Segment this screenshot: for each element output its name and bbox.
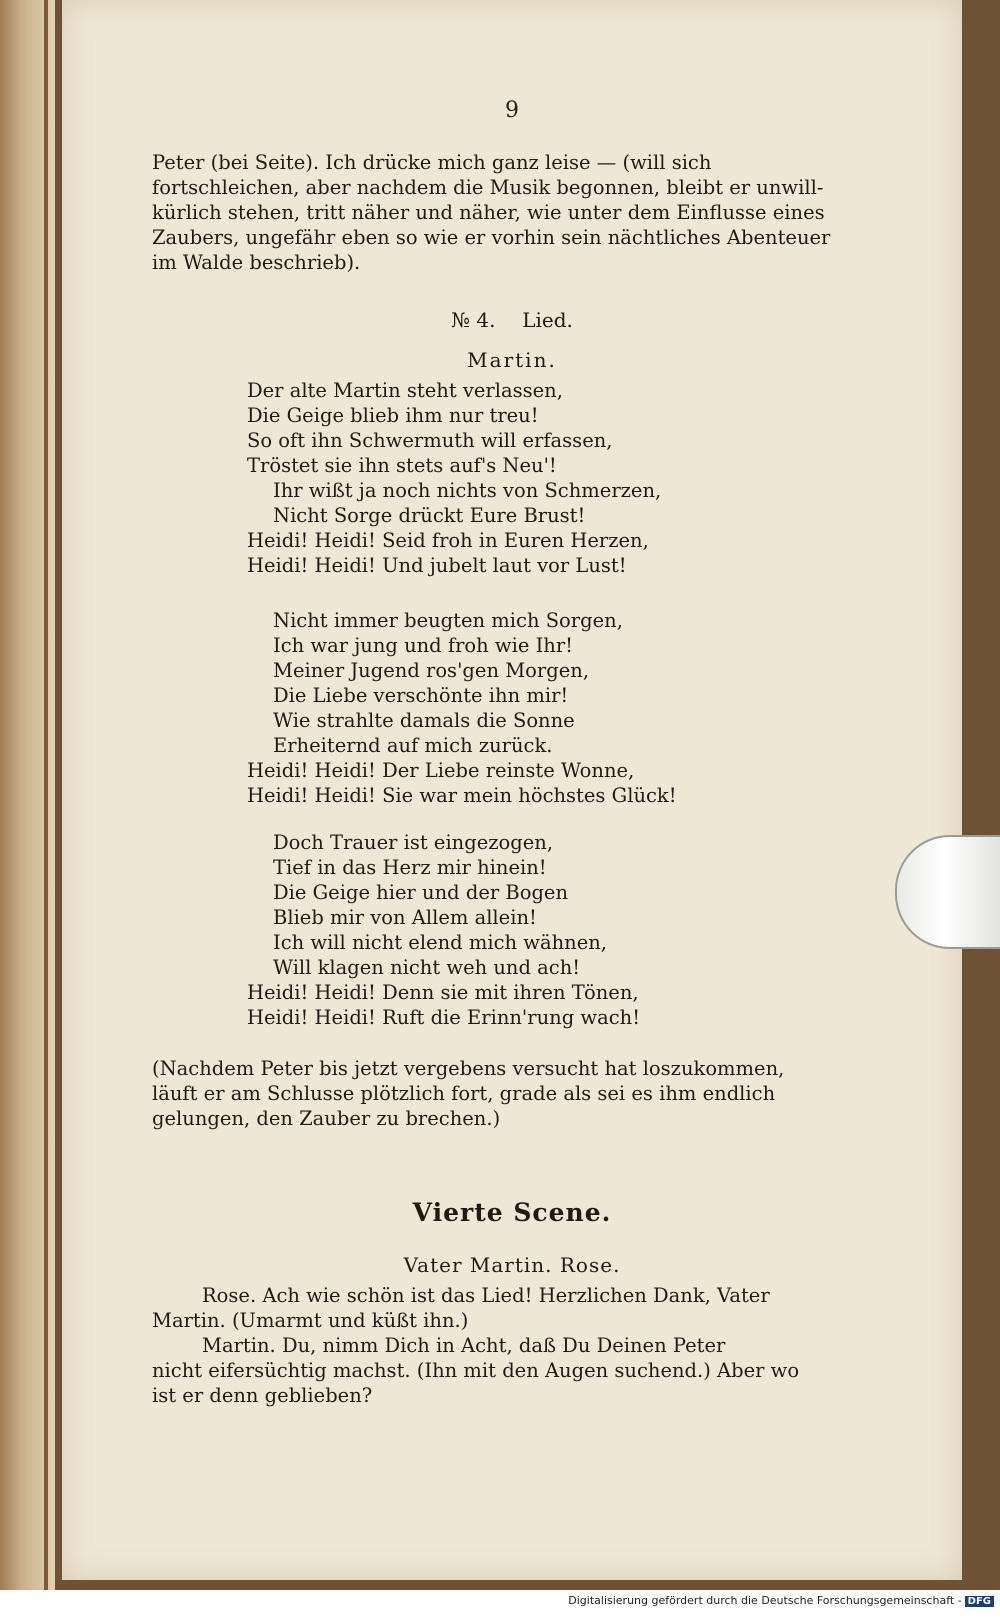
dialogue: [152, 1283, 890, 1408]
verse-line: Tröstet sie ihn stets auf's Neu'!: [247, 454, 557, 477]
intro-line: im Walde beschrieb).: [152, 251, 361, 274]
verse-line: Wie strahlte damals die Sonne: [273, 709, 575, 732]
stanza-3: [247, 830, 641, 1030]
stage-direction: [152, 1056, 890, 1131]
stanza-1: [247, 378, 661, 578]
dialogue-line: nicht eifersüchtig machst. (Ihn mit den Augen suchend.) Aber wo: [152, 1359, 800, 1382]
verse-line: Blieb mir von Allem allein!: [273, 906, 537, 929]
verse-line: Heidi! Heidi! Ruft die Erinn'rung wach!: [247, 1006, 641, 1029]
scene-characters: Vater Martin. Rose.: [403, 1253, 621, 1277]
verse-line: Tief in das Herz mir hinein!: [273, 856, 547, 879]
verse-line: Doch Trauer ist eingezogen,: [273, 831, 554, 854]
verse-line: Die Geige blieb ihm nur treu!: [247, 404, 539, 427]
verse-line: Heidi! Heidi! Sie war mein höchstes Glück!: [247, 784, 677, 807]
intro-paragraph: [152, 150, 890, 275]
verse-line: Will klagen nicht weh und ach!: [273, 956, 581, 979]
dfg-logo: DFG: [965, 1596, 994, 1607]
intro-line: fortschleichen, aber nachdem die Musik begonnen, bleibt er unwill-: [152, 176, 824, 199]
verse-line: Nicht Sorge drückt Eure Brust!: [273, 504, 586, 527]
song-heading: [62, 308, 962, 332]
digitization-footer: [568, 1594, 994, 1607]
verse-line: Die Liebe verschönte ihn mir!: [273, 684, 569, 707]
song-title: Lied.: [522, 308, 573, 332]
verse-line: Heidi! Heidi! Und jubelt laut vor Lust!: [247, 554, 627, 577]
intro-line: kürlich stehen, tritt näher und näher, wie unter dem Einflusse eines: [152, 201, 825, 224]
page-gutter: [44, 0, 48, 1590]
song-number: № 4.: [451, 308, 496, 332]
direction-line: läuft er am Schlusse plötzlich fort, grade als sei es ihm endlich: [152, 1082, 776, 1105]
verse-line: Ihr wißt ja noch nichts von Schmerzen,: [273, 479, 662, 502]
intro-line: Zaubers, ungefähr eben so wie er vorhin sein nächtliches Abenteuer: [152, 226, 831, 249]
dialogue-line: Martin. (Umarmt und küßt ihn.): [152, 1309, 469, 1332]
intro-line: Peter (bei Seite). Ich drücke mich ganz leise — (will sich: [152, 151, 712, 174]
verse-line: Nicht immer beugten mich Sorgen,: [273, 609, 623, 632]
verse-line: Erheiternd auf mich zurück.: [273, 734, 553, 757]
verse-line: Heidi! Heidi! Denn sie mit ihren Tönen,: [247, 981, 639, 1004]
footer-text: Digitalisierung gefördert durch die Deutsche Forschungsgemeinschaft -: [568, 1594, 962, 1607]
verse-line: Ich war jung und froh wie Ihr!: [273, 634, 573, 657]
verse-line: Heidi! Heidi! Der Liebe reinste Wonne,: [247, 759, 635, 782]
page-number: 9: [505, 98, 519, 123]
singer-name: Martin.: [467, 348, 557, 372]
book-page: [62, 0, 962, 1580]
dialogue-line: Rose. Ach wie schön ist das Lied! Herzlichen Dank, Vater: [202, 1284, 770, 1307]
direction-line: gelungen, den Zauber zu brechen.): [152, 1107, 501, 1130]
verse-line: Der alte Martin steht verlassen,: [247, 379, 563, 402]
scanner-thumb-guard: [895, 835, 1000, 949]
scene-title: Vierte Scene.: [412, 1198, 612, 1227]
direction-line: (Nachdem Peter bis jetzt vergebens versucht hat loszukommen,: [152, 1057, 785, 1080]
verse-line: Ich will nicht elend mich wähnen,: [273, 931, 607, 954]
verse-line: So oft ihn Schwermuth will erfassen,: [247, 429, 613, 452]
dialogue-line: ist er denn geblieben?: [152, 1384, 373, 1407]
dialogue-line: Martin. Du, nimm Dich in Acht, daß Du Deinen Peter: [202, 1334, 726, 1357]
verse-line: Heidi! Heidi! Seid froh in Euren Herzen,: [247, 529, 649, 552]
verse-line: Meiner Jugend ros'gen Morgen,: [273, 659, 590, 682]
verse-line: Die Geige hier und der Bogen: [273, 881, 569, 904]
stanza-2: [247, 608, 677, 808]
